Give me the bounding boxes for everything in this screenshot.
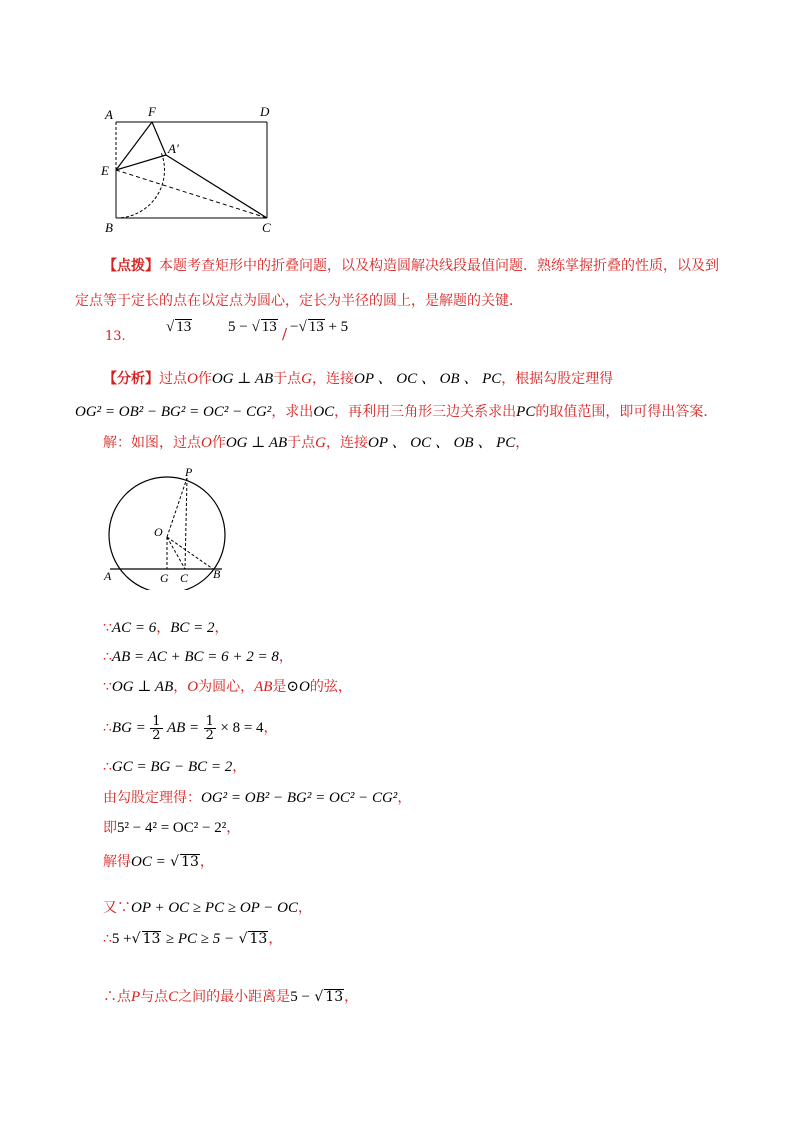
label-G: G bbox=[160, 571, 169, 585]
tip-text-2: 定点等于定长的点在以定点为圆心，定长为半径的圆上，是解题的关键． bbox=[75, 293, 523, 309]
step-7: 即5² − 4² = OC² − 2²， bbox=[103, 820, 241, 836]
step-10: ∴5 +√ 13 ≥ PC ≥ 5 − √ 13， bbox=[103, 931, 283, 947]
circle-figure bbox=[100, 465, 240, 590]
step-8: 解得OC = √ 13， bbox=[103, 854, 214, 870]
tip-line-1 bbox=[103, 257, 719, 275]
q13-answer-2: 5 − √ 13 bbox=[228, 319, 277, 335]
label-B: B bbox=[213, 567, 221, 581]
step-3: ∵OG ⊥ AB，O为圆心，AB是⊙O的弦， bbox=[103, 679, 352, 695]
step-6: 由勾股定理得：OG² = OB² − BG² = OC² − CG²， bbox=[103, 790, 412, 806]
solution-intro: 解：如图，过点O作OG ⊥ AB于点G，连接OP 、 OC 、 OB 、 PC， bbox=[103, 435, 530, 451]
tip-tag: 【点拨】 bbox=[103, 258, 159, 274]
label-A: A bbox=[105, 107, 113, 122]
q13-answer-3: −√ 13 + 5 bbox=[290, 319, 349, 335]
label-C: C bbox=[262, 220, 271, 235]
label-A: A bbox=[104, 569, 112, 583]
rectangle-fold-figure bbox=[95, 100, 285, 240]
tip-line-2 bbox=[75, 292, 523, 310]
label-D: D bbox=[260, 104, 270, 119]
q13-answer-1: √ 13 bbox=[166, 319, 192, 335]
tip-text-1: 本题考查矩形中的折叠问题，以及构造圆解决线段最值问题．熟练掌握折叠的性质，以及到 bbox=[159, 258, 719, 274]
label-A-prime: A′ bbox=[168, 141, 179, 156]
label-B: B bbox=[105, 220, 113, 235]
step-11: ∴点P与点C之间的最小距离是5 − √ 13， bbox=[103, 989, 359, 1005]
label-O: O bbox=[154, 525, 163, 539]
step-1: ∵AC = 6，BC = 2， bbox=[103, 620, 229, 636]
label-P: P bbox=[185, 465, 193, 479]
q13-separator: / bbox=[282, 325, 288, 343]
label-C: C bbox=[180, 571, 189, 585]
step-4: ∴BG = $\frac{1}{2}$ AB = $\frac{1}{2}$ × 8 = 4， bbox=[103, 713, 278, 743]
label-E: E bbox=[101, 163, 109, 178]
analysis-line-1: 【分析】过点O作OG ⊥ AB于点G，连接OP 、 OC 、 OB 、 PC，根据勾股定理得 bbox=[103, 371, 614, 387]
label-F: F bbox=[148, 104, 156, 119]
analysis-line-2: OG² = OB² − BG² = OC² − CG²，求出OC，再利用三角形三边关系求出PC的取值范围，即可得出答案． bbox=[75, 404, 718, 420]
step-5: ∴GC = BG − BC = 2， bbox=[103, 759, 247, 775]
q13-number: 13. bbox=[105, 329, 126, 344]
step-9: 又∵OP + OC ≥ PC ≥ OP − OC， bbox=[103, 900, 312, 916]
step-2: ∴AB = AC + BC = 6 + 2 = 8， bbox=[103, 649, 293, 665]
